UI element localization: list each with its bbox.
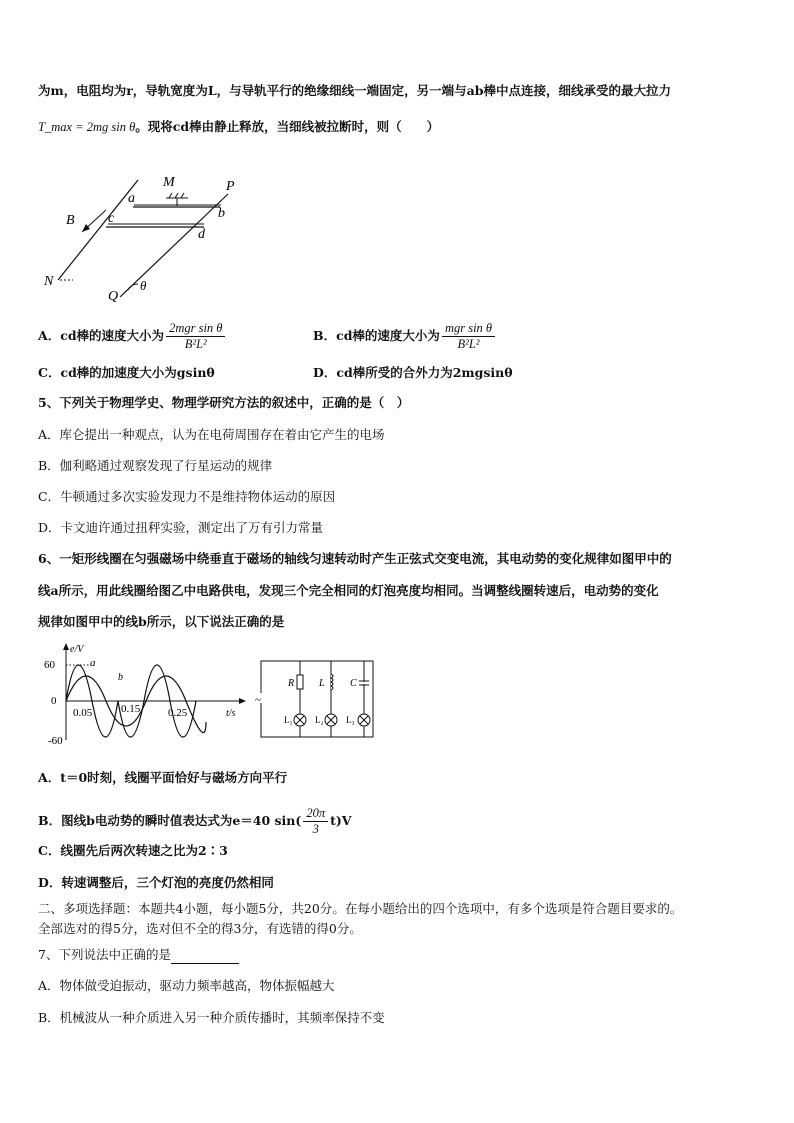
label-d: d	[198, 227, 205, 242]
q6-option-b-fraction: $\frac{20\pi}{3}$	[303, 806, 328, 837]
y-axis-label: e/V	[70, 644, 84, 655]
label-C: C	[350, 678, 357, 689]
label-a: a	[128, 191, 135, 206]
q4-tension-expression: T_max = 2mg sin θ	[38, 120, 136, 134]
q6-option-c[interactable]: C．线圈先后两次转速之比为2∶3	[38, 843, 228, 858]
q5-option-d[interactable]: D．卡文迪许通过扭秤实验，测定出了万有引力常量	[38, 520, 324, 535]
y-tick-neg60: -60	[48, 735, 63, 747]
label-P: P	[226, 179, 235, 194]
x-tick-025: 0.25	[168, 707, 188, 719]
x-tick-015: 0.15	[121, 703, 141, 715]
q5-option-a[interactable]: A．库仑提出一种观点，认为在电荷周围存在着由它产生的电场	[38, 427, 385, 442]
q6-option-b[interactable]: B．图线b电动势的瞬时值表达式为e＝40 sin( $\frac{20\pi}{3}$ t)V	[38, 806, 352, 836]
q6-stem-line2: 线a所示，用此线圈给图乙中电路供电，发现三个完全相同的灯泡亮度均相同。当调整线圈转速后，电动势的变化	[38, 583, 659, 598]
q6-option-a[interactable]: A．t＝0时刻，线圈平面恰好与磁场方向平行	[38, 770, 288, 785]
label-L1: L₁	[284, 715, 293, 725]
section2-instructions-line1: 二、多项选择题：本题共4小题，每小题5分，共20分。在每小题给出的四个选项中，有多个选项是符合题目要求的。	[38, 901, 683, 916]
q6-stem-line1: 6、一矩形线圈在匀强磁场中绕垂直于磁场的轴线匀速转动时产生正弦式交变电流，其电动势的变化规律如图甲中的	[38, 551, 672, 566]
q4-option-a-fraction: $\frac{\text{2mgr sin θ}}{\text{B²L²}}$	[166, 321, 225, 352]
q6-stem-line3: 规律如图甲中的线b所示，以下说法正确的是	[38, 614, 285, 629]
label-b: b	[218, 206, 225, 221]
ac-source-symbol: ~	[255, 694, 261, 706]
q4-option-b[interactable]: B．cd棒的速度大小为 $\frac{\text{mgr sin θ}}{\text{B²L²}}$	[313, 321, 497, 352]
q4-option-c[interactable]: C．cd棒的加速度大小为gsinθ	[38, 365, 215, 380]
label-L2: L₂	[315, 715, 324, 725]
curve-b-label: b	[118, 672, 123, 683]
q6-emf-graph	[38, 640, 248, 750]
q4-option-a[interactable]: A．cd棒的速度大小为 $\frac{\text{2mgr sin θ}}{\text{B²L²}}$	[38, 321, 227, 352]
q5-stem: 5、下列关于物理学史、物理学研究方法的叙述中，正确的是（ ）	[38, 395, 410, 410]
q4-rail-figure	[38, 172, 248, 307]
label-c: c	[108, 211, 115, 226]
q7-option-a[interactable]: A．物体做受迫振动，驱动力频率越高，物体振幅越大	[38, 978, 335, 993]
label-R: R	[288, 678, 295, 689]
q4-stem-line2	[38, 118, 439, 136]
label-L: L	[319, 678, 325, 689]
label-N: N	[44, 274, 54, 289]
section2-instructions-line2: 全部选对的得5分，选对但不全的得3分，有选错的得0分。	[38, 921, 362, 936]
q7-answer-blank[interactable]	[171, 951, 239, 964]
q5-option-c[interactable]: C．牛顿通过多次实验发现力不是维持物体运动的原因	[38, 489, 336, 504]
q7-stem: 7、下列说法中正确的是	[38, 946, 239, 964]
label-L3: L₃	[346, 715, 355, 725]
curve-a-label: a	[90, 657, 96, 669]
q7-option-b[interactable]: B．机械波从一种介质进入另一种介质传播时，其频率保持不变	[38, 1010, 385, 1025]
q6-option-d[interactable]: D．转速调整后，三个灯泡的亮度仍然相同	[38, 875, 274, 890]
label-theta: θ	[140, 278, 147, 293]
x-axis-label: t/s	[226, 708, 236, 719]
q5-option-b[interactable]: B．伽利略通过观察发现了行星运动的规律	[38, 458, 273, 473]
q6-circuit	[255, 657, 380, 742]
q4-stem-line2-text: 。现将cd棒由静止释放，当细线被拉断时，则（ ）	[135, 119, 440, 134]
q4-option-d[interactable]: D．cd棒所受的合外力为2mgsinθ	[313, 365, 513, 380]
q4-option-b-fraction: $\frac{\text{mgr sin θ}}{\text{B²L²}}$	[442, 321, 495, 352]
label-B: B	[66, 213, 75, 228]
q4-stem-line1: 为m，电阻均为r，导轨宽度为L，与导轨平行的绝缘细线一端固定，另一端与ab棒中点连接，细线承受的最大拉力	[38, 83, 671, 98]
x-tick-005: 0.05	[73, 707, 93, 719]
y-tick-0: 0	[51, 695, 57, 707]
label-M: M	[163, 175, 175, 190]
label-Q: Q	[108, 289, 119, 304]
y-tick-60: 60	[44, 659, 55, 671]
